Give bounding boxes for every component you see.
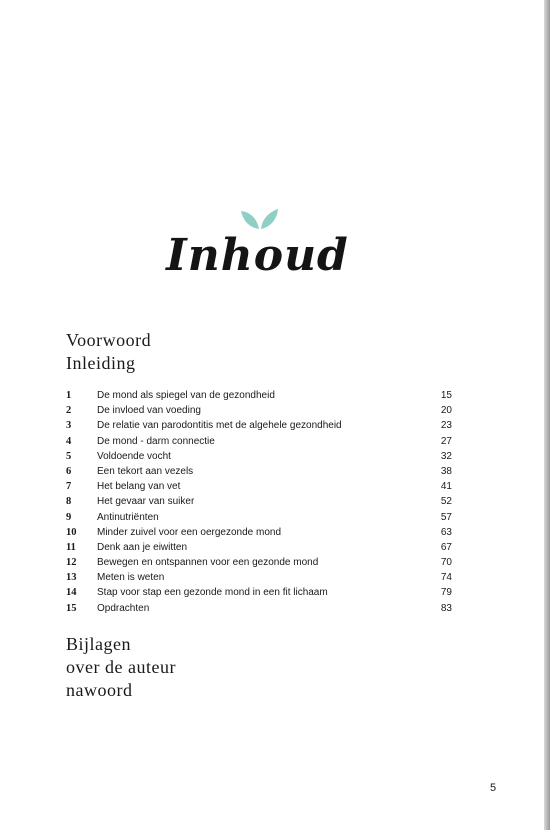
toc-number: 7 bbox=[66, 481, 72, 493]
toc-number: 1 bbox=[66, 390, 72, 401]
toc-title: Stap voor stap een gezonde mond in een fit lichaam bbox=[97, 587, 328, 599]
toc-number: 8 bbox=[66, 496, 72, 508]
toc-row bbox=[66, 388, 452, 403]
toc-page: 20 bbox=[440, 405, 452, 417]
toc-page: 52 bbox=[440, 496, 452, 508]
toc-page: 79 bbox=[440, 587, 452, 599]
toc-title: Het belang van vet bbox=[97, 481, 181, 493]
toc-page: 15 bbox=[440, 390, 452, 401]
toc-number: 4 bbox=[66, 435, 72, 447]
toc-number: 11 bbox=[66, 541, 76, 553]
toc-number: 9 bbox=[66, 511, 72, 523]
toc-page: 57 bbox=[440, 511, 452, 523]
toc-page: 83 bbox=[440, 602, 452, 614]
page-number: 5 bbox=[490, 782, 497, 794]
toc-title: De invloed van voeding bbox=[97, 405, 201, 417]
toc-row bbox=[66, 403, 452, 418]
toc-title: Antinutriënten bbox=[97, 511, 159, 523]
toc-title: Bewegen en ontspannen voor een gezonde mond bbox=[97, 557, 319, 569]
toc-page: 32 bbox=[440, 450, 452, 462]
toc-number: 15 bbox=[66, 602, 77, 614]
toc-row bbox=[66, 525, 452, 540]
toc-list bbox=[66, 388, 452, 616]
toc-number: 13 bbox=[66, 572, 77, 584]
toc-row bbox=[66, 434, 452, 449]
toc-title: Minder zuivel voor een oergezonde mond bbox=[97, 526, 281, 538]
toc-number: 6 bbox=[66, 465, 72, 477]
toc-row bbox=[66, 555, 452, 570]
toc-row bbox=[66, 464, 452, 479]
toc-row bbox=[66, 540, 452, 555]
toc-heading-nawoord: nawoord bbox=[66, 680, 133, 700]
leaf-icon bbox=[240, 208, 280, 230]
toc-title: Denk aan je eiwitten bbox=[97, 541, 188, 553]
toc-page: 38 bbox=[440, 465, 452, 477]
toc-number: 14 bbox=[66, 587, 77, 599]
toc-title: Een tekort aan vezels bbox=[97, 465, 194, 477]
toc-title: Het gevaar van suiker bbox=[97, 496, 195, 508]
toc-row bbox=[66, 479, 452, 494]
toc-row bbox=[66, 570, 452, 585]
toc-number: 5 bbox=[66, 450, 72, 462]
page-title: Inhoud bbox=[166, 230, 349, 281]
toc-page: 23 bbox=[440, 420, 452, 432]
toc-title: Voldoende vocht bbox=[97, 450, 171, 462]
toc-row bbox=[66, 494, 452, 509]
toc-title: Meten is weten bbox=[97, 572, 165, 584]
toc-page: 67 bbox=[440, 541, 452, 553]
toc-row bbox=[66, 601, 452, 616]
toc-row bbox=[66, 418, 452, 433]
toc-title: De relatie van parodontitis met de algehele gezondheid bbox=[97, 420, 342, 432]
toc-heading-voorwoord: Voorwoord bbox=[66, 330, 152, 350]
page-edge bbox=[544, 0, 550, 830]
toc-page: 74 bbox=[440, 572, 452, 584]
toc-page: 63 bbox=[440, 526, 452, 538]
toc-heading-bijlagen: Bijlagen bbox=[66, 634, 131, 654]
toc-page: 70 bbox=[440, 557, 452, 569]
toc-heading-over-de-auteur: over de auteur bbox=[66, 657, 176, 677]
toc-row bbox=[66, 449, 452, 464]
toc-page: 27 bbox=[440, 435, 452, 447]
toc-number: 10 bbox=[66, 526, 77, 538]
toc-title: Opdrachten bbox=[97, 602, 150, 614]
toc-title: De mond - darm connectie bbox=[97, 435, 215, 447]
toc-number: 2 bbox=[66, 405, 72, 417]
toc-row bbox=[66, 510, 452, 525]
toc-heading-inleiding: Inleiding bbox=[66, 353, 136, 373]
toc-page: 41 bbox=[440, 481, 452, 493]
toc-row bbox=[66, 585, 452, 600]
toc-number: 3 bbox=[66, 420, 72, 432]
toc-title: De mond als spiegel van de gezondheid bbox=[97, 390, 275, 401]
toc-number: 12 bbox=[66, 557, 77, 569]
